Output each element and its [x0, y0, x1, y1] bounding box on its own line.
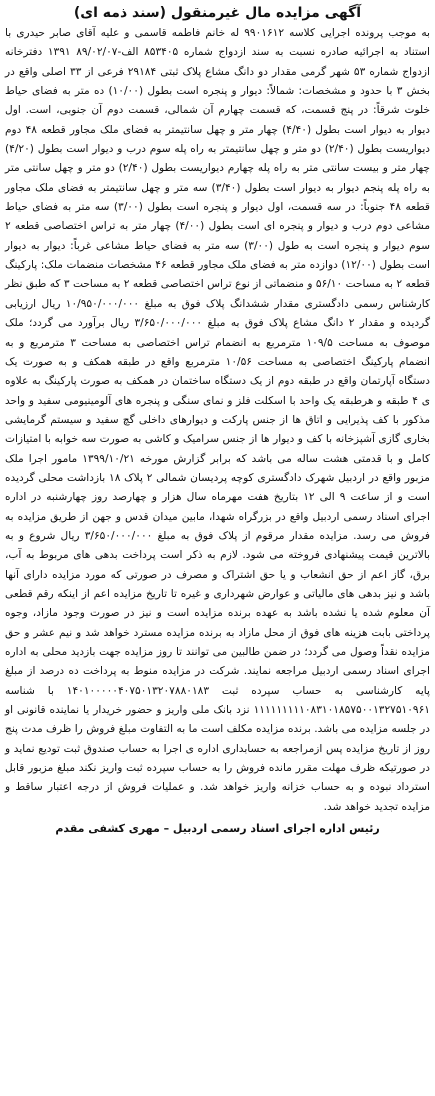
- notice-body: به موجب پرونده اجرایی کلاسه ۹۹۰۱۶۱۲ له خانم فاطمه قاسمی و علیه آقای صابر حیدری با استناد به اجرائیه صادره نسبت به سند ازدواج شماره ۸۵۳۴۰۵ الف-۸۹/۰۲/۰۷ ۱۳۹۱ دفترخانه ازدواج شماره ۵۳ شهر گرمی مقدار دو دانگ مشاع پلاک ثبتی ۲۹۱۸۴ فرعی از ۳۳ اصلی واقع در بخش ۳ با حدود و مشخصات: شمالاً: دیوار و پنجره است بطول (۱۰/۰۰) ده متر به فضای حیاط خلوت شرقاً: در پنج قسمت، که قسمت چهارم آن شمالی، قسمت دوم آن جنوبی، است. اول دیوار به دیوار است بطول (۴/۴۰) چهار متر و چهل سانتیمتر به فضای ملک مجاور قطعه ۴۸ دوم دیواریست بطول (۲/۴۰) دو متر و چهل سانتیمتر به راه پله سوم درب و دیوار است بطول (۴/۲۰) چهار متر و بیست سانتی متر به راه پله چهارم دیواریست بطول (۲/۴۰) دو متر و چهل سانتی متر به راه پله پنجم دیوار به دیوار است بطول (۳/۴۰) سه متر و چهل سانتیمتر به فضای ملک مجاور قطعه ۴۸ جنوباً: در سه قسمت، اول دیوار و پنجره است بطول (۳/۰۰) سه متر به فضای حیاط مشاعی دوم درب و دیوار و پنجره ای است بطول (۴/۰۰) چهار متر به تراس اختصاصی قطعه ۲ سوم دیوار و پنجره است به طول (۳/۰۰) سه متر به فضای حیاط مشاعی غرباً: دیوار به دیوار است بطول (۱۲/۰۰) دوازده متر به فضای ملک مجاور قطعه ۴۶ مشخصات منضمات ملک: پارکینگ قطعه ۲ به مساحت ۵۶/۱۰ و منضماتی از نوع تراس اختصاصی قطعه ۲ به مساحت ۳ که طبق نظر کارشناس رسمی دادگستری مقدار ششدانگ پلاک فوق به مبلغ ۱۰/۹۵۰/۰۰۰/۰۰۰ ریال ارزیابی گردیده و مقدار ۲ دانگ مشاع پلاک فوق به مبلغ ۳/۶۵۰/۰۰۰/۰۰۰ ریال برآورد می گردد؛ ملک موصوف به مساحت ۱۰۹/۵ مترمربع به انضمام تراس اختصاصی به مساحت ۳ مترمربع و به انضمام پارکینگ اختصاصی به مساحت ۱۰/۵۶ مترمربع واقع در طبقه همکف و به صورت یک دستگاه آپارتمان واقع در طبقه دوم از یک دستگاه ساختمان در همکف به صورت پارکینگ به علاوه ی ۴ طبقه و هرطبقه یک واحد با اسکلت فلز و نمای سنگی و پنجره های آلومینیومی سفید و واحد مذکور با کف پذیرایی و اتاق ها از جنس پارکت و دیوارهای داخلی گچ سفید و سیستم گرمایشی بخاری گازی آشپزخانه با کف و دیوار ها از جنس سرامیک و کاشی به صورت سه خوابه با امتیازات کامل و با قدمتی هشت ساله می باشد که برابر گزارش مورخه ۱۳۹۹/۱۰/۲۱ مامور اجرا ملک مزبور واقع در اردبیل شهرک دادگستری کوچه پردیسان شمالی ۲ پلاک ۱۸ بازداشت محلی گردیده است و از ساعت ۹ الی ۱۲ بتاریخ هفت مهرماه سال هزار و چهارصد روز چهارشنبه در اداره اجرای اسناد رسمی اردبیل واقع در بزرگراه شهدا، مابین میدان قدس و جهن از طریق مزایده به فروش می رسد. مزایده مقدار مرقوم از پلاک فوق به مبلغ ۳/۶۵۰/۰۰۰/۰۰۰ ریال شروع و به بالاترین قیمت پیشنهادی فروخته می شود. لازم به ذکر است پرداخت بدهی های مربوط به آب، برق، گاز اعم از حق انشعاب و یا حق اشتراک و مصرف در صورتی که مورد مزایده دارای آنها باشد و نیز بدهی های مالیاتی و عوارض شهرداری و غیره تا تاریخ مزایده اعم از اینکه رقم قطعی آن معلوم شده یا نشده باشد به عهده برنده مزایده است و نیز در صورت وجود مازاد، وجوه پرداختی بابت هزینه های فوق از محل مازاد به برنده مزایده مسترد خواهد شد و نیم عشر و حق مزایده نقداً وصول می گردد؛ در ضمن طالبین می توانند تا روز مزایده جهت بازدید محلی به اداره اجرای اسناد رسمی اردبیل مراجعه نمایند. شرکت در مزایده منوط به پرداخت ده درصد از مبلغ پایه کارشناسی به حساب سپرده ثبت ۱۴۰۱۰۰۰۰۰۴۰۷۵۰۱۳۲۰۷۸۸۰۱۸۳ با شناسه ۱۱۱۱۱۱۱۱۱۰۸۳۱۰۱۸۵۷۵۰۰۱۳۲۷۵۱۰۹۶۱ نزد بانک ملی واریز و حضور خریدار یا نماینده قانونی او در جلسه مزایده می باشد. برنده مزایده مکلف است ما به التفاوت مبلغ فروش را ظرف مدت پنج روز از تاریخ مزایده پس ازمراجعه به حسابداری اداره ی اجرا به حساب صندوق ثبت تودیع نماید و در صورتیکه ظرف مهلت مقرر مانده فروش را به حساب سپرده ثبت واریز نکند مبلغ مزبور قابل استرداد نبوده و به حساب خزانه واریز خواهد شد. و عملیات فروش از درجه اعتبار ساقط و مزایده تجدید خواهد شد.: [5, 27, 431, 813]
- notice-signature: رئیس اداره اجرای اسناد رسمی اردبیل – مهری کشفی مقدم: [55, 822, 380, 836]
- notice-title: آگهی مزایده مال غیرمنقول (سند ذمه ای): [73, 5, 362, 21]
